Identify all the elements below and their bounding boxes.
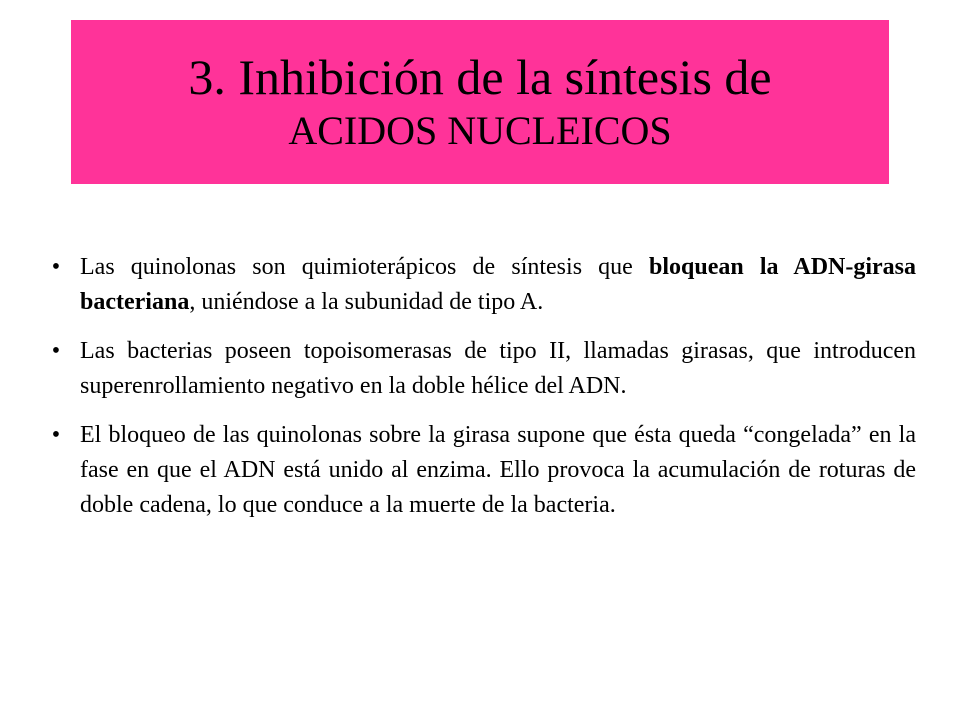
bullet-dot-icon: •	[51, 422, 61, 448]
title-banner	[71, 20, 889, 184]
bullet-text-1-after: , uniéndose a la subunidad de tipo A.	[189, 289, 544, 315]
bullet-dot-icon: •	[51, 338, 61, 364]
bullet-text-3: El bloqueo de las quinolonas sobre la girasa supone que ésta queda “congelada” en la fase en que el ADN está unido al enzima. Ello provoca la acumulación de roturas de doble cadena, lo que conduce a la muerte de la bacteria.	[80, 422, 916, 518]
bullet-list	[46, 250, 916, 537]
title-line-2: ACIDOS NUCLEICOS	[288, 108, 672, 153]
bullet-item-2	[46, 334, 916, 404]
bullet-text-1-bold: bloquean la ADN-girasa bacteriana	[80, 254, 917, 315]
bullet-item-3	[46, 418, 916, 523]
bullet-text-1-before: Las quinolonas son quimioterápicos de síntesis que	[80, 254, 649, 280]
bullet-item-1	[46, 250, 916, 320]
bullet-text-2: Las bacterias poseen topoisomerasas de tipo II, llamadas girasas, que introducen superenrollamiento negativo en la doble hélice del ADN.	[80, 338, 916, 399]
bullet-dot-icon: •	[51, 254, 61, 280]
title-line-1: 3. Inhibición de la síntesis de	[188, 49, 772, 105]
